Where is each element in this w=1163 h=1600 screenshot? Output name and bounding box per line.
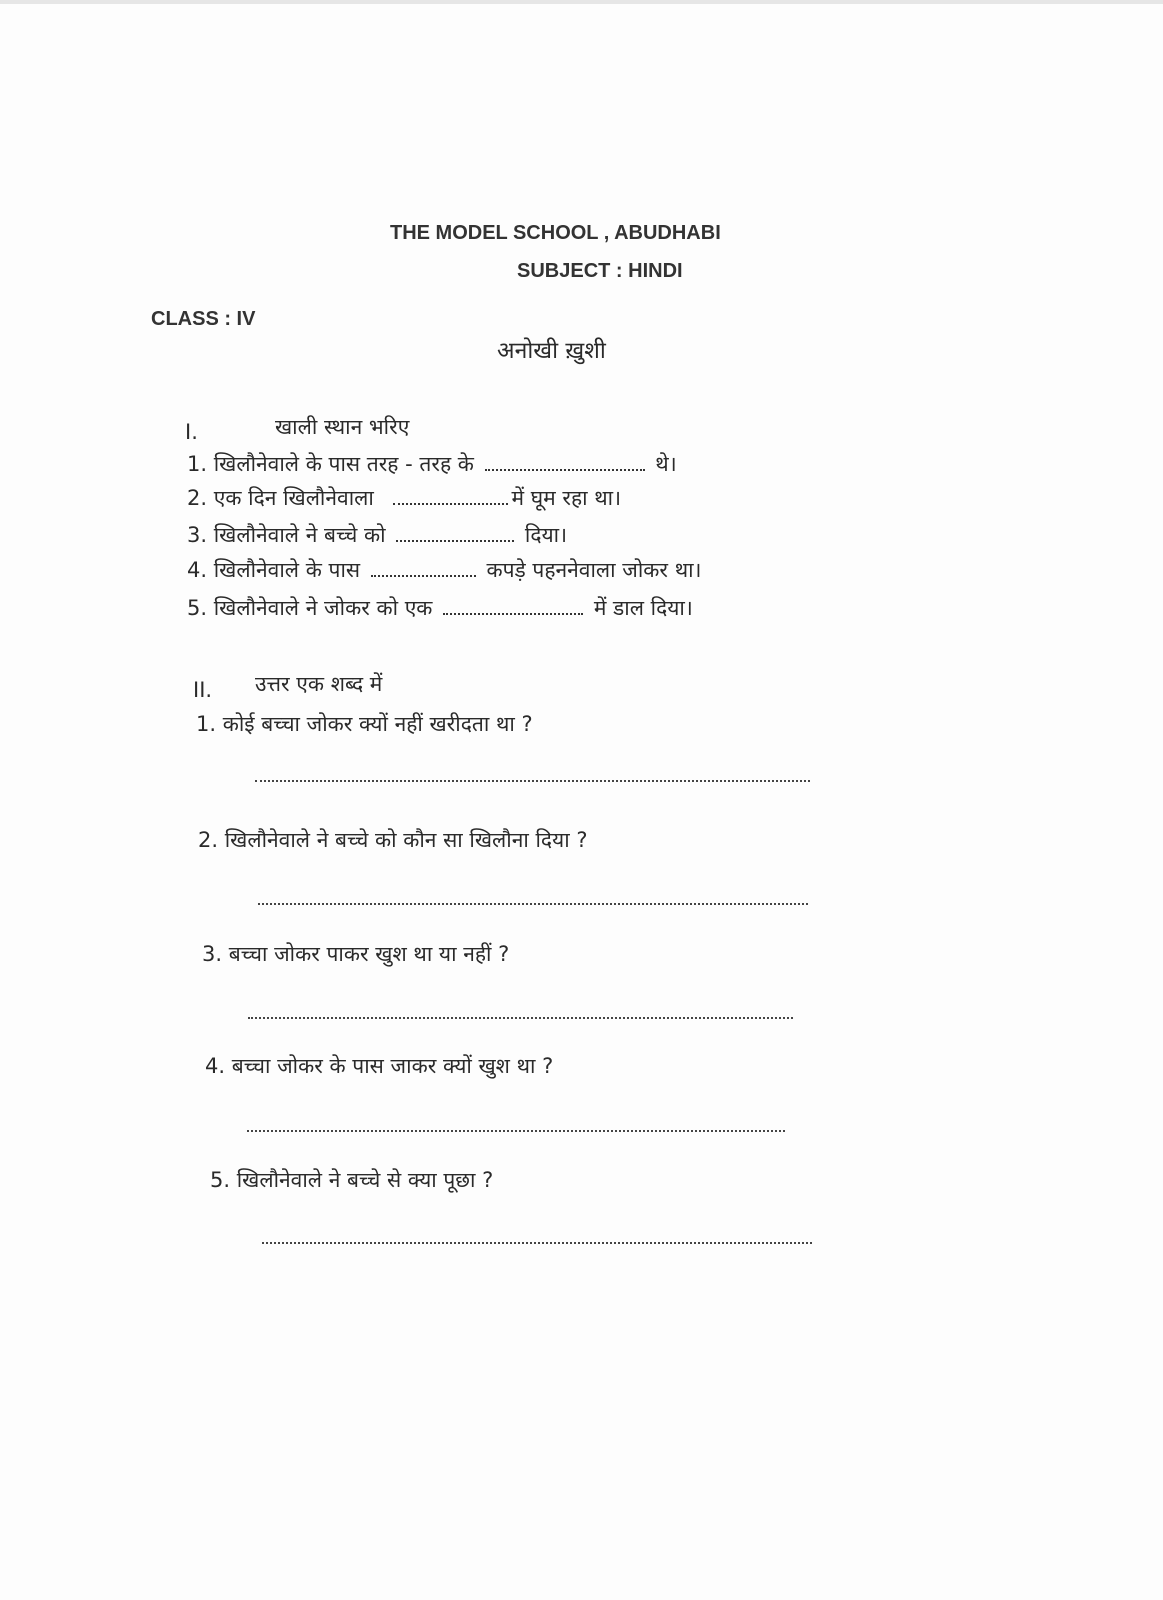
item-text: खिलौनेवाले के पास (213, 558, 361, 582)
item-text: दिया। (524, 523, 568, 547)
school-name: THE MODEL SCHOOL , ABUDHABI (390, 222, 721, 244)
answer-line[interactable] (258, 903, 808, 905)
item-text: खिलौनेवाले के पास तरह - तरह के (213, 452, 474, 476)
question-text: बच्चा जोकर के पास जाकर क्यों खुश था ? (231, 1054, 554, 1078)
question (196, 710, 533, 738)
question-number: 3. (202, 942, 223, 966)
question (202, 940, 509, 968)
item-number: 1. (187, 452, 208, 476)
subject: SUBJECT : HINDI (517, 260, 683, 282)
item-number: 4. (187, 558, 208, 582)
question-text: कोई बच्चा जोकर क्यों नहीं खरीदता था ? (222, 712, 533, 736)
item-text: खिलौनेवाले ने बच्चे को (213, 523, 386, 547)
question-number: 5. (210, 1168, 231, 1192)
question-text: खिलौनेवाले ने बच्चे से क्या पूछा ? (236, 1168, 494, 1192)
fill-item (187, 594, 693, 622)
blank-field[interactable] (396, 526, 514, 542)
blank-field[interactable] (393, 489, 508, 505)
answer-line[interactable] (255, 780, 810, 782)
question (210, 1166, 493, 1194)
question-text: खिलौनेवाले ने बच्चे को कौन सा खिलौना दिया ? (224, 828, 588, 852)
section2-heading: उत्तर एक शब्द में (255, 672, 383, 696)
item-number: 5. (187, 596, 208, 620)
item-text: थे। (655, 452, 677, 476)
answer-line[interactable] (248, 1017, 793, 1019)
item-text: एक दिन खिलौनेवाला (213, 486, 374, 510)
question (198, 826, 588, 854)
fill-item (187, 484, 621, 512)
item-text: खिलौनेवाले ने जोकर को एक (213, 596, 433, 620)
fill-item (187, 521, 567, 549)
item-text: कपड़े पहननेवाला जोकर था। (486, 558, 702, 582)
fill-item (187, 450, 677, 478)
section2-number: II. (193, 678, 213, 702)
question-number: 2. (198, 828, 219, 852)
answer-line[interactable] (247, 1130, 785, 1132)
question (205, 1052, 553, 1080)
scan-edge (0, 0, 1163, 4)
worksheet-title: अनोखी ख़ुशी (497, 338, 606, 364)
item-text: में डाल दिया। (593, 596, 693, 620)
item-number: 2. (187, 486, 208, 510)
class-label: CLASS : IV (151, 308, 256, 330)
blank-field[interactable] (485, 455, 645, 471)
answer-line[interactable] (262, 1242, 812, 1244)
blank-field[interactable] (371, 561, 476, 577)
question-number: 1. (196, 712, 217, 736)
blank-field[interactable] (443, 599, 583, 615)
fill-item (187, 556, 702, 584)
section1-number: I. (185, 420, 198, 444)
question-number: 4. (205, 1054, 226, 1078)
item-number: 3. (187, 523, 208, 547)
section1-heading: खाली स्थान भरिए (275, 415, 410, 439)
item-text: में घूम रहा था। (511, 486, 622, 510)
question-text: बच्चा जोकर पाकर खुश था या नहीं ? (228, 942, 510, 966)
